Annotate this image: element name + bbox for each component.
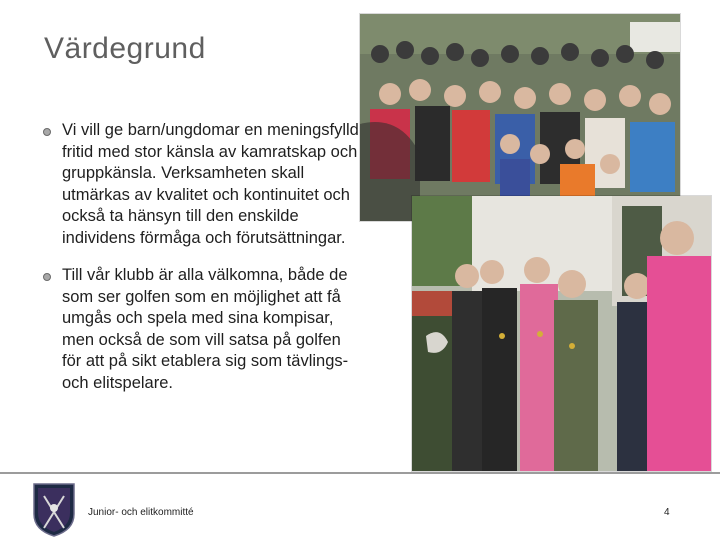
- round-bullet-icon: [43, 273, 51, 281]
- round-bullet-icon: [43, 128, 51, 136]
- footer-text: Junior- och elitkommitté: [88, 507, 194, 518]
- group-photo-crowd: [360, 14, 680, 221]
- footer-divider: [0, 472, 720, 474]
- bullet-item: [40, 120, 360, 249]
- page-title: Värdegrund: [44, 32, 206, 65]
- bullet-list: [40, 120, 360, 410]
- club-crest-logo: [30, 478, 78, 538]
- bullet-item: [40, 265, 360, 394]
- bullet-text: Till vår klubb är alla välkomna, både de som ser golfen som en möjlighet att få umgås och spela med sina kompisar, men också de som vill satsa på golfen för att på sikt etablera sig som tävlings- och elitspelare.: [62, 266, 349, 392]
- winners-photo: [412, 196, 711, 471]
- page-number: 4: [664, 507, 670, 518]
- bullet-text: Vi vill ge barn/ungdomar en meningsfylld fritid med stor känsla av kamratskap och gruppkänsla. Verksamheten skall utmärkas av kvalitet och kontinuitet och också ta hänsyn till den enskilde individens förmåga och förutsättningar.: [62, 121, 359, 247]
